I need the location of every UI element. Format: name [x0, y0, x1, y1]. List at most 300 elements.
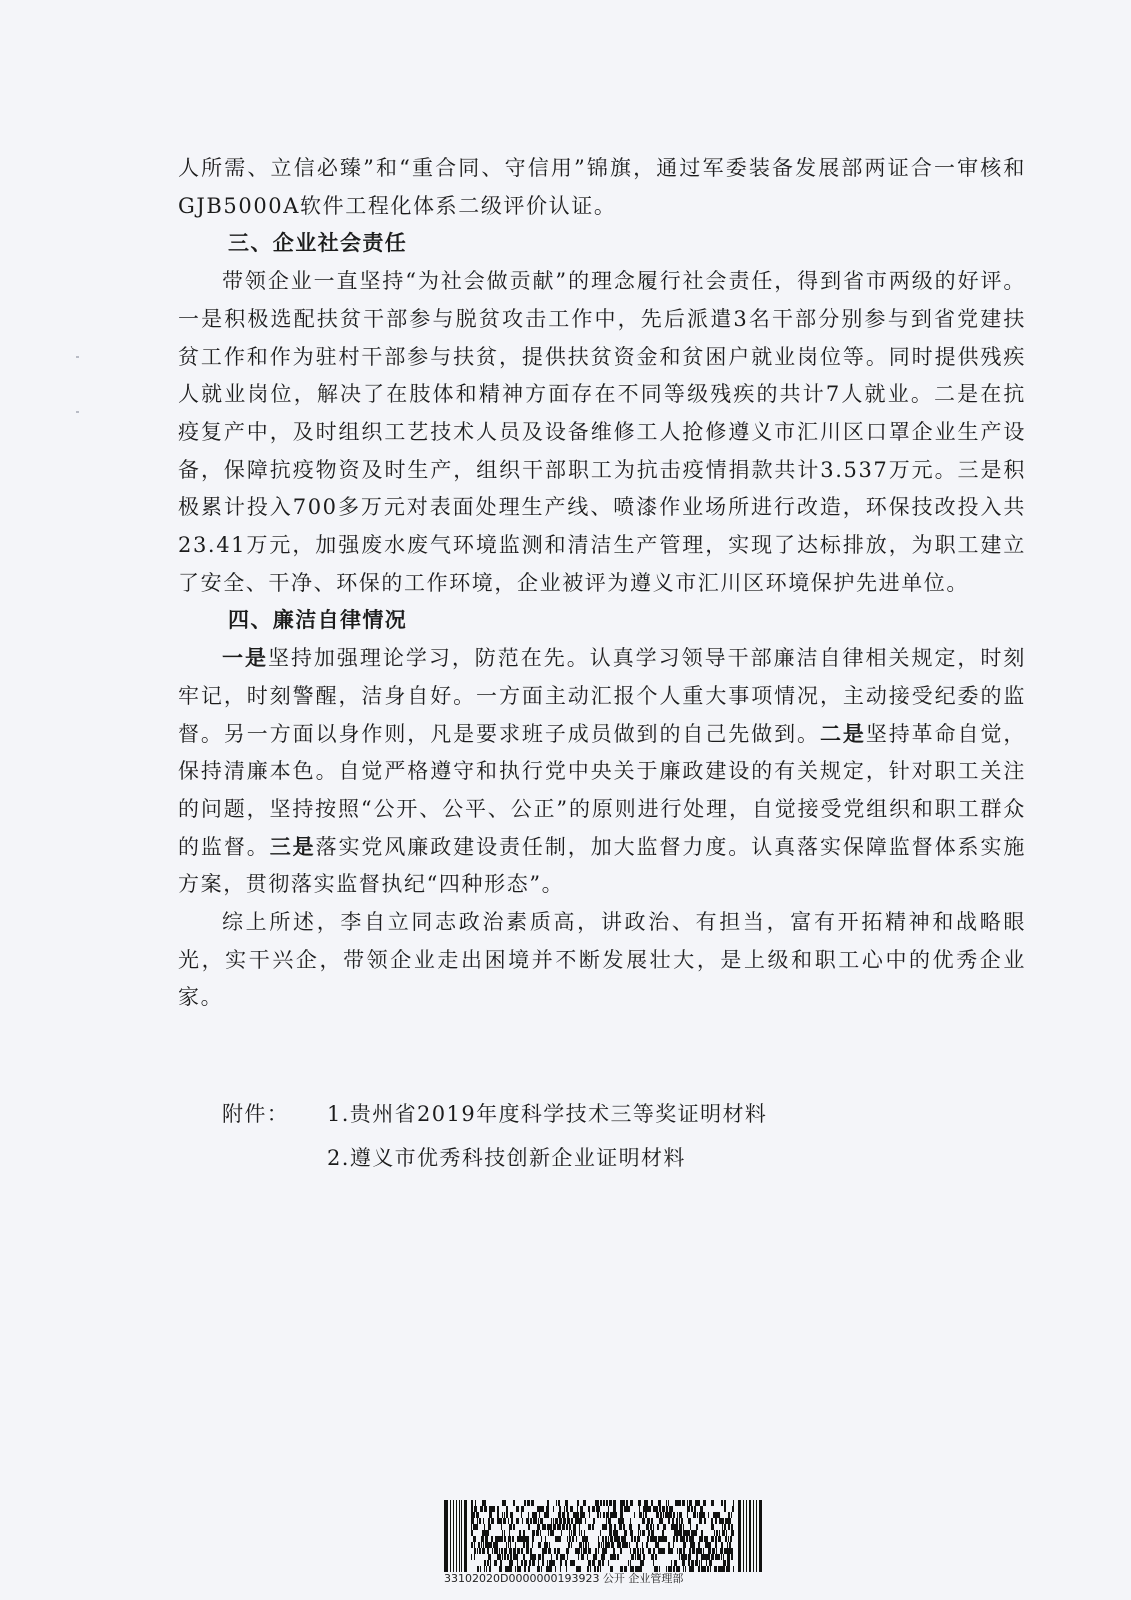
- barcode-module: [588, 1548, 591, 1554]
- barcode-module: [687, 1536, 688, 1542]
- barcode-module: [581, 1512, 582, 1518]
- barcode-module: [484, 1524, 485, 1530]
- barcode-module: [572, 1518, 573, 1524]
- barcode-module: [593, 1554, 594, 1560]
- barcode-module: [532, 1530, 535, 1536]
- barcode-module: [529, 1560, 531, 1566]
- conclusion-paragraph: 综上所述，李自立同志政治素质高，讲政治、有担当，富有开拓精神和战略眼光，实干兴企，带领企业走出困境并不断发展壮大，是上级和职工心中的优秀企业家。: [178, 910, 1026, 1010]
- barcode-module: [471, 1512, 472, 1518]
- barcode-module: [613, 1548, 615, 1554]
- barcode-module: [723, 1566, 725, 1572]
- barcode-module: [617, 1536, 620, 1542]
- barcode-module: [566, 1506, 568, 1512]
- barcode-module: [711, 1500, 714, 1506]
- barcode-module: [549, 1548, 551, 1554]
- barcode-module: [679, 1518, 680, 1524]
- barcode-module: [721, 1542, 723, 1548]
- barcode-module: [592, 1524, 594, 1530]
- document-barcode-block: [444, 1500, 774, 1585]
- barcode-module: [674, 1560, 676, 1566]
- barcode-module: [569, 1530, 570, 1536]
- barcode-module: [583, 1500, 586, 1506]
- barcode-module: [679, 1548, 682, 1554]
- barcode-module: [629, 1542, 630, 1548]
- barcode-module: [499, 1518, 502, 1524]
- barcode-module: [482, 1530, 485, 1536]
- barcode-module: [613, 1500, 616, 1506]
- barcode-module: [534, 1518, 537, 1524]
- barcode-module: [653, 1524, 654, 1530]
- barcode-module: [609, 1500, 612, 1506]
- barcode-module: [601, 1554, 604, 1560]
- barcode-module: [703, 1500, 706, 1506]
- barcode-start-bar: [444, 1500, 448, 1572]
- barcode-module: [673, 1524, 675, 1530]
- barcode-module: [693, 1542, 695, 1548]
- barcode-module: [540, 1530, 541, 1536]
- barcode-module: [496, 1542, 498, 1548]
- barcode-module: [673, 1536, 675, 1542]
- point-two-lead: 二是: [819, 721, 866, 746]
- barcode-module: [471, 1500, 473, 1506]
- barcode-module: [553, 1506, 554, 1512]
- barcode-module: [633, 1554, 634, 1560]
- barcode-module: [728, 1512, 730, 1518]
- barcode-module: [678, 1500, 681, 1506]
- barcode-module: [578, 1518, 581, 1524]
- barcode-module: [657, 1524, 659, 1530]
- barcode-module: [562, 1512, 564, 1518]
- barcode-module: [725, 1536, 727, 1542]
- barcode-module: [473, 1524, 475, 1530]
- scan-speck: [76, 411, 79, 413]
- barcode-start-bar: [464, 1500, 467, 1572]
- barcode-module: [634, 1536, 636, 1542]
- barcode-module: [577, 1506, 578, 1512]
- barcode-module: [668, 1500, 669, 1506]
- barcode-module: [703, 1566, 706, 1572]
- barcode-module: [696, 1554, 698, 1560]
- barcode-module: [561, 1530, 562, 1536]
- barcode-module: [582, 1536, 585, 1542]
- barcode-module: [600, 1500, 602, 1506]
- barcode-module: [489, 1542, 492, 1548]
- barcode-module: [502, 1554, 503, 1560]
- barcode-stop-bar: [753, 1500, 754, 1572]
- barcode-module: [485, 1542, 487, 1548]
- barcode-module: [702, 1554, 703, 1560]
- barcode-module: [648, 1548, 651, 1554]
- barcode-module: [714, 1530, 715, 1536]
- barcode-module: [553, 1530, 554, 1536]
- barcode-module: [542, 1554, 544, 1560]
- barcode-module: [566, 1548, 569, 1554]
- barcode-module: [474, 1542, 475, 1548]
- barcode-module: [547, 1560, 548, 1566]
- barcode-module: [687, 1506, 690, 1512]
- barcode-module: [474, 1506, 477, 1512]
- barcode-module: [558, 1500, 560, 1506]
- barcode-module: [581, 1506, 583, 1512]
- barcode-module: [553, 1524, 556, 1530]
- barcode-module: [675, 1500, 678, 1506]
- barcode-module: [656, 1512, 659, 1518]
- barcode-module: [683, 1530, 684, 1536]
- barcode-module: [528, 1524, 529, 1530]
- barcode-module: [567, 1554, 568, 1560]
- barcode-module: [694, 1530, 697, 1536]
- barcode-module: [662, 1518, 663, 1524]
- barcode-module: [509, 1560, 512, 1566]
- barcode-module: [708, 1542, 711, 1548]
- barcode-module: [648, 1506, 651, 1512]
- barcode-module: [484, 1506, 486, 1512]
- barcode-module: [513, 1554, 516, 1560]
- barcode-module: [726, 1530, 727, 1536]
- barcode-module: [487, 1560, 489, 1566]
- attachment-item: 1.贵州省2019年度科学技术三等奖证明材料: [327, 1102, 768, 1127]
- barcode-module: [706, 1560, 707, 1566]
- barcode-module: [498, 1554, 499, 1560]
- barcode-module: [646, 1524, 649, 1530]
- barcode-module: [603, 1512, 605, 1518]
- barcode-module: [506, 1506, 508, 1512]
- barcode-module: [564, 1554, 565, 1560]
- barcode-module: [502, 1500, 503, 1506]
- barcode-module: [581, 1530, 582, 1536]
- barcode-module: [584, 1530, 585, 1536]
- barcode-module: [574, 1524, 576, 1530]
- barcode-module: [654, 1548, 655, 1554]
- barcode-module: [516, 1518, 519, 1524]
- barcode-module: [696, 1524, 698, 1530]
- barcode-module: [570, 1506, 573, 1512]
- barcode-start-bar: [453, 1500, 454, 1572]
- barcode-module: [711, 1536, 714, 1542]
- barcode-module: [524, 1560, 527, 1566]
- barcode-module: [562, 1524, 565, 1530]
- point-one-text: 坚持加强理论学习，防范在先。认真学习领导干部廉洁自律相关规定，时刻牢记，时刻警醒，洁身自好。一方面主动汇报个人重大事项情况，主动接受纪委的监督。另一方面以身作则，凡是要求班子成员做到的自己先做到。: [178, 646, 1027, 746]
- barcode-module: [548, 1530, 549, 1536]
- barcode-module: [553, 1518, 554, 1524]
- barcode-module: [726, 1548, 728, 1554]
- barcode-module: [504, 1530, 505, 1536]
- barcode-module: [642, 1542, 643, 1548]
- barcode-module: [560, 1524, 561, 1530]
- barcode-module: [716, 1530, 718, 1536]
- barcode-module: [692, 1566, 694, 1572]
- barcode-module: [722, 1530, 725, 1536]
- barcode-module: [594, 1554, 597, 1560]
- barcode-module: [538, 1518, 539, 1524]
- point-one-lead: 一是: [222, 646, 268, 671]
- barcode-module: [642, 1548, 644, 1554]
- barcode-module: [580, 1512, 581, 1518]
- barcode-module: [664, 1548, 665, 1554]
- barcode-module: [512, 1560, 513, 1566]
- barcode-module: [729, 1542, 731, 1548]
- barcode-module: [506, 1512, 508, 1518]
- barcode-module: [728, 1524, 730, 1530]
- barcode-module: [590, 1524, 591, 1530]
- barcode-module: [687, 1500, 688, 1506]
- barcode-module: [602, 1536, 604, 1542]
- barcode-module: [522, 1518, 523, 1524]
- barcode-module: [610, 1512, 613, 1518]
- barcode-module: [613, 1530, 615, 1536]
- barcode-module: [537, 1506, 538, 1512]
- barcode-module: [643, 1512, 644, 1518]
- barcode-module: [606, 1518, 607, 1524]
- barcode-module: [623, 1536, 625, 1542]
- barcode-module: [684, 1554, 687, 1560]
- barcode-module: [546, 1506, 549, 1512]
- barcode-module: [502, 1530, 503, 1536]
- barcode-stop-bar: [743, 1500, 744, 1572]
- barcode-module: [569, 1536, 571, 1542]
- barcode-module: [650, 1536, 653, 1542]
- barcode-module: [620, 1500, 622, 1506]
- barcode-module: [489, 1506, 492, 1512]
- barcode-module: [715, 1536, 717, 1542]
- barcode-module: [477, 1518, 478, 1524]
- barcode-module: [482, 1548, 485, 1554]
- barcode-module: [671, 1560, 672, 1566]
- barcode-module: [727, 1554, 730, 1560]
- barcode-module: [614, 1536, 617, 1542]
- barcode-module: [568, 1542, 570, 1548]
- barcode-module: [662, 1530, 664, 1536]
- barcode-module: [595, 1548, 597, 1554]
- barcode-module: [644, 1530, 645, 1536]
- barcode-module: [624, 1530, 627, 1536]
- barcode-module: [666, 1506, 668, 1512]
- barcode-module: [605, 1542, 606, 1548]
- barcode-module: [603, 1524, 605, 1530]
- barcode-module: [718, 1536, 721, 1542]
- barcode-module: [605, 1524, 607, 1530]
- barcode-module: [671, 1548, 673, 1554]
- barcode-module: [564, 1512, 565, 1518]
- barcode-module: [588, 1560, 591, 1566]
- barcode-module: [480, 1506, 483, 1512]
- barcode-module: [472, 1512, 475, 1518]
- barcode-module: [471, 1554, 472, 1560]
- barcode-module: [484, 1560, 486, 1566]
- barcode-module: [651, 1554, 654, 1560]
- barcode-module: [622, 1542, 625, 1548]
- barcode-module: [592, 1560, 595, 1566]
- spacer: [178, 1017, 1026, 1054]
- barcode-module: [604, 1548, 607, 1554]
- barcode-module: [575, 1518, 577, 1524]
- attachment-row: [178, 1092, 1026, 1136]
- barcode-module: [609, 1524, 612, 1530]
- barcode-module: [655, 1554, 657, 1560]
- barcode-module: [660, 1512, 662, 1518]
- barcode-module: [634, 1512, 635, 1518]
- barcode-module: [681, 1518, 683, 1524]
- barcode-module: [517, 1536, 519, 1542]
- barcode-module: [541, 1536, 542, 1542]
- barcode-module: [596, 1506, 599, 1512]
- barcode-module: [498, 1536, 501, 1542]
- barcode-module: [677, 1548, 678, 1554]
- barcode-module: [575, 1512, 577, 1518]
- barcode-module: [698, 1566, 700, 1572]
- barcode-module: [706, 1542, 708, 1548]
- barcode-module: [526, 1542, 529, 1548]
- point-three-text: 落实党风廉政建设责任制，加大监督力度。认真落实保障监督体系实施方案，贯彻落实监督执纪“四种形态”。: [178, 834, 1026, 897]
- barcode-module: [722, 1524, 723, 1530]
- barcode-module: [543, 1560, 544, 1566]
- barcode-module: [653, 1548, 654, 1554]
- barcode-module: [683, 1542, 686, 1548]
- barcode-module: [523, 1530, 525, 1536]
- barcode-module: [687, 1530, 690, 1536]
- barcode-module: [486, 1530, 487, 1536]
- barcode-module: [600, 1530, 601, 1536]
- barcode-module: [546, 1512, 549, 1518]
- barcode-module: [551, 1518, 552, 1524]
- barcode-module: [494, 1560, 497, 1566]
- barcode-module: [507, 1554, 509, 1560]
- barcode-module: [578, 1500, 579, 1506]
- barcode-module: [599, 1542, 600, 1548]
- barcode-module: [698, 1500, 700, 1506]
- barcode-module: [676, 1536, 678, 1542]
- barcode-module: [597, 1512, 599, 1518]
- barcode-module: [487, 1542, 489, 1548]
- barcode-module: [474, 1548, 476, 1554]
- barcode-module: [530, 1554, 533, 1560]
- barcode-module: [708, 1512, 709, 1518]
- barcode-module: [497, 1506, 499, 1512]
- barcode-module: [605, 1536, 607, 1542]
- barcode-module: [656, 1536, 657, 1542]
- barcode-module: [509, 1524, 512, 1530]
- barcode-module: [713, 1554, 714, 1560]
- barcode-module: [492, 1506, 495, 1512]
- barcode-module: [509, 1536, 511, 1542]
- barcode-module: [566, 1524, 568, 1530]
- barcode-module: [526, 1536, 529, 1542]
- barcode-module: [639, 1506, 640, 1512]
- barcode-module: [547, 1524, 549, 1530]
- barcode-module: [683, 1548, 685, 1554]
- barcode-module: [626, 1542, 628, 1548]
- barcode-module: [613, 1554, 616, 1560]
- barcode-module: [538, 1554, 541, 1560]
- barcode-module: [621, 1536, 623, 1542]
- barcode-start-bar: [450, 1500, 451, 1572]
- barcode-module: [728, 1566, 730, 1572]
- barcode-module: [724, 1506, 726, 1512]
- barcode-start-bar: [459, 1500, 460, 1572]
- barcode-stop-bar: [749, 1500, 751, 1572]
- barcode-module: [668, 1512, 671, 1518]
- barcode-module: [502, 1512, 503, 1518]
- barcode-module: [508, 1536, 509, 1542]
- barcode-module: [474, 1554, 475, 1560]
- barcode-module: [688, 1518, 691, 1524]
- barcode-module: [485, 1536, 488, 1542]
- barcode-module: [603, 1542, 604, 1548]
- barcode-module: [485, 1530, 486, 1536]
- barcode-module: [699, 1560, 700, 1566]
- barcode-module: [488, 1554, 491, 1560]
- barcode-module: [639, 1512, 642, 1518]
- barcode-module: [663, 1512, 664, 1518]
- barcode-module: [640, 1554, 641, 1560]
- barcode-module: [615, 1512, 617, 1518]
- barcode-module: [682, 1500, 685, 1506]
- barcode-module: [688, 1554, 691, 1560]
- barcode-module: [730, 1548, 733, 1554]
- barcode-module: [618, 1542, 621, 1548]
- barcode-module: [669, 1506, 672, 1512]
- barcode-module: [643, 1506, 646, 1512]
- barcode-module: [573, 1524, 574, 1530]
- barcode-module: [482, 1500, 483, 1506]
- barcode-module: [542, 1548, 543, 1554]
- barcode-module: [724, 1500, 726, 1506]
- barcode-module: [519, 1530, 521, 1536]
- barcode-module: [571, 1542, 572, 1548]
- barcode-module: [510, 1542, 511, 1548]
- barcode-module: [695, 1506, 696, 1512]
- barcode-module: [552, 1560, 555, 1566]
- barcode-module: [516, 1554, 518, 1560]
- barcode-module: [604, 1554, 605, 1560]
- barcode-module: [579, 1530, 580, 1536]
- barcode-module: [717, 1554, 720, 1560]
- barcode-module: [471, 1524, 472, 1530]
- barcode-module: [733, 1566, 734, 1572]
- barcode-module: [709, 1560, 712, 1566]
- barcode-module: [606, 1542, 607, 1548]
- barcode-module: [525, 1500, 526, 1506]
- barcode-module: [682, 1560, 684, 1566]
- barcode-module: [633, 1548, 636, 1554]
- barcode-module: [627, 1506, 630, 1512]
- barcode-module: [549, 1542, 550, 1548]
- barcode-module: [581, 1554, 582, 1560]
- barcode-module: [630, 1560, 631, 1566]
- barcode-module: [653, 1506, 655, 1512]
- barcode-module: [564, 1506, 565, 1512]
- barcode-module: [658, 1500, 661, 1506]
- barcode-module: [638, 1530, 639, 1536]
- barcode-module: [683, 1536, 685, 1542]
- barcode-module: [659, 1506, 661, 1512]
- barcode-module: [727, 1518, 729, 1524]
- document-body: [178, 150, 1026, 1180]
- barcode-module: [585, 1536, 588, 1542]
- barcode-module: [551, 1554, 552, 1560]
- barcode-module: [676, 1518, 678, 1524]
- barcode-module: [658, 1542, 659, 1548]
- barcode-module: [583, 1548, 586, 1554]
- barcode-module: [708, 1548, 711, 1554]
- barcode-module: [620, 1548, 622, 1554]
- barcode-module: [523, 1536, 524, 1542]
- barcode-module: [510, 1512, 511, 1518]
- barcode-module: [583, 1542, 584, 1548]
- barcode-module: [527, 1548, 529, 1554]
- barcode-module: [579, 1542, 582, 1548]
- barcode-module: [674, 1530, 677, 1536]
